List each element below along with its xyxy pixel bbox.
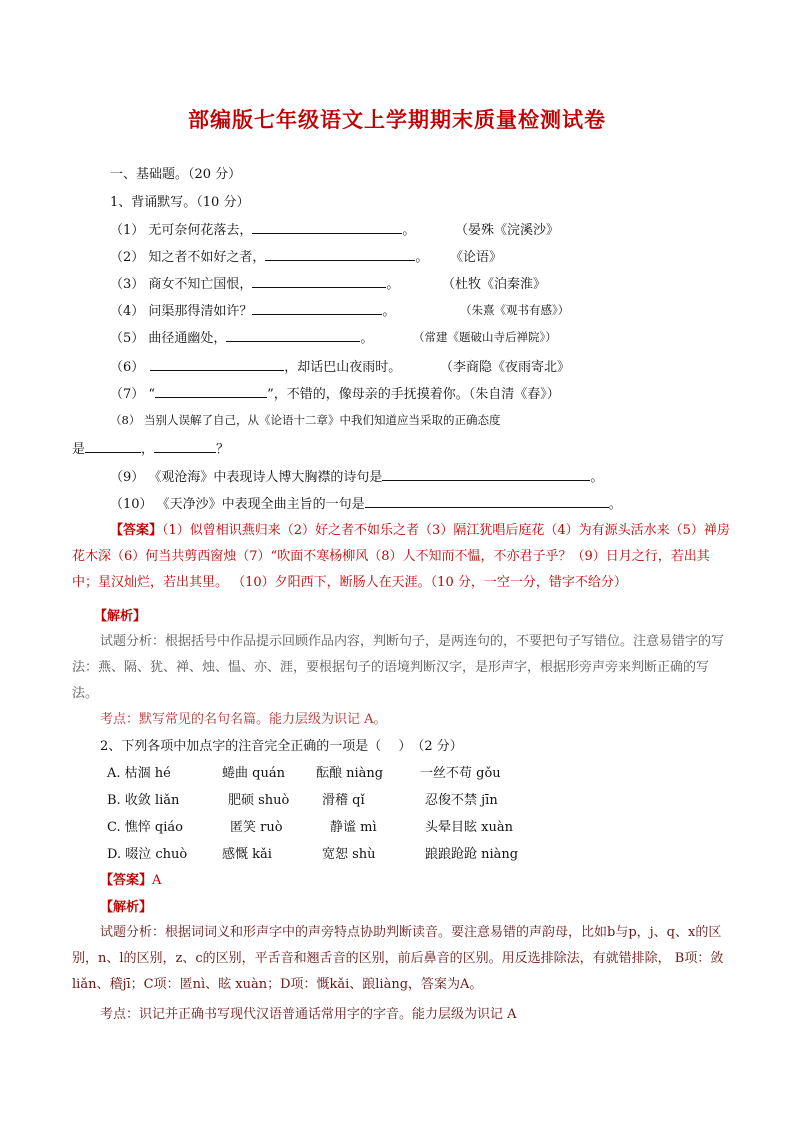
option-b[interactable]: B. 收敛 liǎn xyxy=(107,793,180,808)
blank[interactable] xyxy=(252,221,402,234)
option-a-word-2: 蜷曲 quán xyxy=(222,766,285,781)
source-5: （常建《题破山寺后禅院》） xyxy=(413,330,557,344)
fill-item-4: （4） 问渠那得清如许？ 。 xyxy=(110,304,396,319)
analysis-label: 【解析】 xyxy=(94,609,147,624)
blank[interactable] xyxy=(85,440,141,453)
blank[interactable] xyxy=(154,440,216,453)
blank[interactable] xyxy=(155,385,267,398)
answer-label: 【答案】 xyxy=(100,873,153,888)
fill-item-8: （8） 当别人误解了自己，从《论语十二章》中我们知道应当采取的正确态度 xyxy=(110,413,501,427)
source-6: （李商隐《夜雨寄北》 xyxy=(440,360,571,375)
analysis-text-2: 试题分析：根据词词义和形声字中的声旁特点协助判断读音。要注意易错的声韵母，比如b与p，j、q、x的区别，n、l的区别，z、c的区别，平舌音和翘舌音的区别，前后鼻音的区别。用反选排除法，有就错排除， B项：敛liǎn、稽jī；C项：匿nì、眩 xuàn；D项：慨kǎi、踉liàng，答案为A。 xyxy=(72,925,724,992)
fill-item-1: （1） 无可奈何花落去， 。 xyxy=(110,223,416,238)
source-4: （朱熹《观书有感》） xyxy=(460,303,570,317)
analysis-label-2: 【解析】 xyxy=(100,900,153,915)
question-2-heading: 2、下列各项中加点字的注音完全正确的一项是（ ） （2 分） xyxy=(100,739,463,754)
fill-item-3: （3） 商女不知亡国恨， 。 xyxy=(110,277,400,292)
blank[interactable] xyxy=(150,358,284,371)
question-1-heading: 1、背诵默写。（10 分） xyxy=(110,195,250,210)
exam-point: 考点：默写常见的名句名篇。能力层级为识记 A。 xyxy=(100,712,387,727)
blank[interactable] xyxy=(252,275,386,288)
blank[interactable] xyxy=(382,468,590,481)
answer-text: （1）似曾相识燕归来（2）好之者不如乐之者（3）隔江犹唱后庭花（4）为有源头活水来（5）禅房花木深（6）何当共剪西窗烛（7）“吹面不寒杨柳风（8）人不知而不愠，不亦君子乎？（9）日月之行，若出其中；星汉灿烂，若出其里。 （10）夕阳西下，断肠人在天涯。（10 分，一空一分，错字不给分） xyxy=(72,523,730,590)
option-c[interactable]: C. 憔悴 qiáo xyxy=(107,820,183,835)
option-d-word-3: 宽恕 shù xyxy=(322,847,376,862)
fill-item-7: （7） “ ”，不错的，像母亲的手抚摸着你。（朱自清《春》） xyxy=(110,387,560,402)
option-d-word-4: 踉踉跄跄 niàng xyxy=(425,847,519,862)
option-b-word-4: 忍俊不禁 jīn xyxy=(425,793,498,808)
fill-item-6: （6） ，却话巴山夜雨时。 xyxy=(110,360,402,375)
fill-item-9: （9） 《观沧海》中表现诗人博大胸襟的诗句是 。 xyxy=(110,470,604,485)
option-b-word-3: 滑稽 qǐ xyxy=(322,793,365,808)
page-title: 部编版七年级语文上学期期末质量检测试卷 xyxy=(188,108,606,132)
blank[interactable] xyxy=(226,329,360,342)
option-b-word-2: 肥硕 shuò xyxy=(228,793,290,808)
source-2: 《论语》 xyxy=(450,250,503,265)
option-d-word-2: 感慨 kǎi xyxy=(222,847,272,862)
answer-label: 【答案】 xyxy=(110,523,163,538)
fill-item-2: （2） 知之者不如好之者， 。 xyxy=(110,250,429,265)
option-c-word-2: 匿笑 ruò xyxy=(230,820,283,835)
option-d[interactable]: D. 啜泣 chuò xyxy=(107,847,188,862)
blank[interactable] xyxy=(252,302,382,315)
section-heading: 一、基础题。（20 分） xyxy=(110,167,242,182)
source-1: （晏殊《浣溪沙》 xyxy=(455,223,560,238)
fill-item-8-blanks: 是 ， ？ xyxy=(72,442,230,457)
blank[interactable] xyxy=(365,495,609,508)
option-a-word-3: 酝酿 niàng xyxy=(316,766,384,781)
option-c-word-3: 静谧 mì xyxy=(330,820,377,835)
source-3: （杜牧《泊秦淮》 xyxy=(442,277,547,292)
blank[interactable] xyxy=(265,248,415,261)
analysis-text: 试题分析：根据括号中作品提示回顾作品内容，判断句子，是两连句的，不要把句子写错位。注意易错字的写法：燕、隔、犹、禅、烛、愠、亦、涯，要根据句子的语境判断汉字，是形声字，根据形旁声旁来判断正确的写法。 xyxy=(72,634,725,701)
option-a[interactable]: A. 枯涸 hé xyxy=(107,766,171,781)
answer-block-1 xyxy=(72,518,732,596)
answer-value: A xyxy=(152,873,162,888)
answer-block-2 xyxy=(100,869,161,888)
option-c-word-4: 头晕目眩 xuàn xyxy=(425,820,513,835)
option-a-word-4: 一丝不苟 gǒu xyxy=(420,766,501,781)
fill-item-10: （10） 《天净沙》中表现全曲主旨的一句是 。 xyxy=(110,497,622,512)
fill-item-5: （5） 曲径通幽处， 。 xyxy=(110,331,374,346)
exam-point-2: 考点：识记并正确书写现代汉语普通话常用字的字音。能力层级为识记 A xyxy=(100,1007,517,1022)
